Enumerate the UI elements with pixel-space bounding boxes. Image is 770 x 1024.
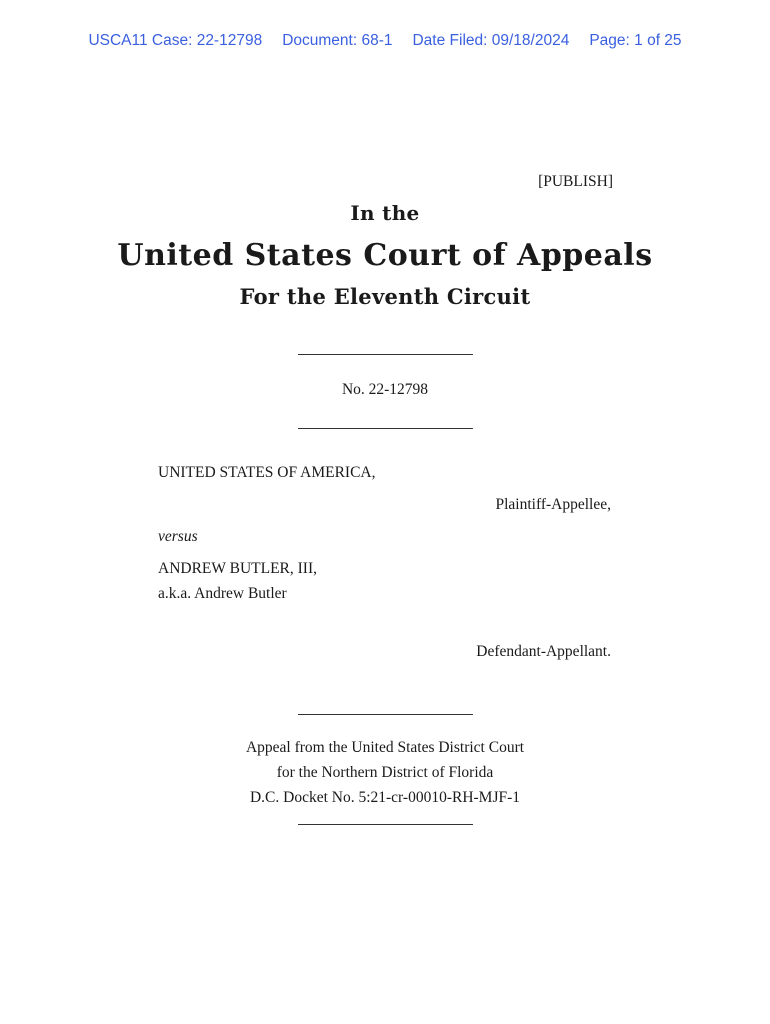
- divider-rule: [298, 428, 473, 429]
- case-number-stamp: USCA11 Case: 22-12798: [88, 32, 263, 49]
- plaintiff-name: UNITED STATES OF AMERICA,: [158, 464, 376, 481]
- case-number: No. 22-12798: [341, 381, 429, 398]
- appeal-line-court: Appeal from the United States District Court: [245, 739, 525, 756]
- publish-label: [PUBLISH]: [538, 173, 613, 190]
- divider-rule: [298, 714, 473, 715]
- court-name: United States Court of Appeals: [117, 238, 653, 273]
- defendant-name: ANDREW BUTLER, III,: [158, 560, 317, 577]
- document-number-stamp: Document: 68-1: [282, 32, 393, 49]
- court-heading-in-the: In the: [350, 201, 420, 225]
- defendant-role: Defendant-Appellant.: [476, 643, 611, 660]
- versus-label: versus: [158, 528, 198, 545]
- appeal-line-district: for the Northern District of Florida: [276, 764, 494, 781]
- plaintiff-role: Plaintiff-Appellee,: [495, 496, 611, 513]
- page-count-stamp: Page: 1 of 25: [589, 32, 682, 49]
- appeal-line-docket: D.C. Docket No. 5:21-cr-00010-RH-MJF-1: [249, 789, 521, 806]
- date-filed-stamp: Date Filed: 09/18/2024: [412, 32, 570, 49]
- divider-rule: [298, 354, 473, 355]
- divider-rule: [298, 824, 473, 825]
- court-circuit: For the Eleventh Circuit: [239, 284, 531, 309]
- defendant-aka: a.k.a. Andrew Butler: [158, 585, 287, 602]
- filing-stamp-header: [0, 32, 770, 50]
- appeal-origin-block: [0, 735, 770, 810]
